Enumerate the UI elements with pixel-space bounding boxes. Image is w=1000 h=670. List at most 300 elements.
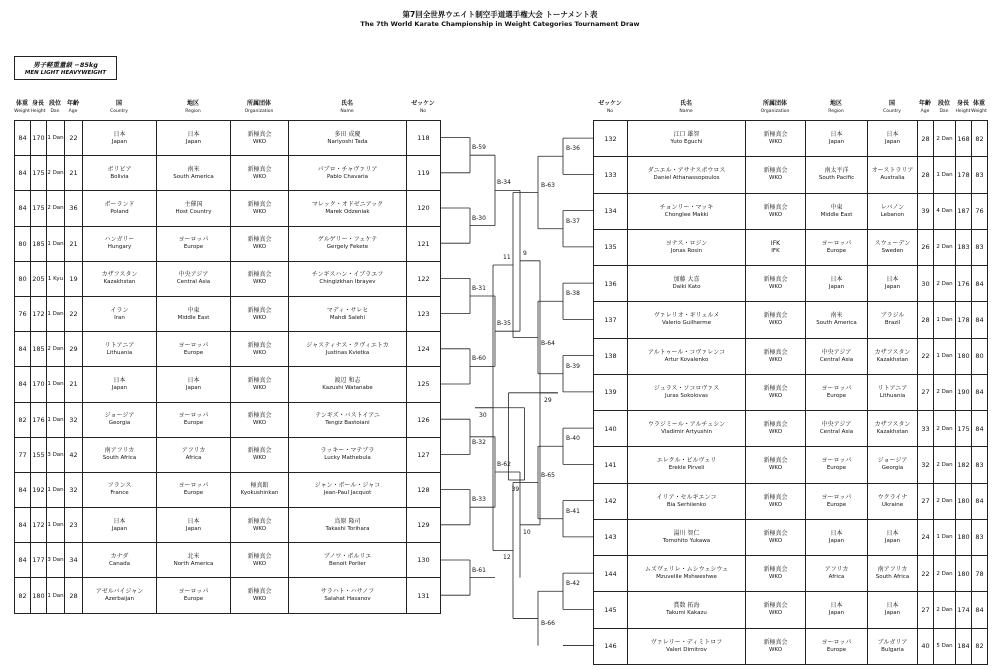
weight-value: 80 (18, 239, 27, 248)
organization-en: WKO (252, 279, 267, 286)
name-jp: ゲルゲリー・フェケテ (317, 236, 378, 244)
height-value: 192 (32, 485, 45, 494)
age-value: 21 (69, 380, 78, 389)
height-value: 187 (957, 207, 970, 216)
name-en: Artur Kovalenko (664, 356, 709, 363)
country-en: Canada (109, 560, 130, 567)
match-label: B-39 (566, 362, 580, 370)
organization-en: WKO (252, 349, 267, 356)
organization-jp: 新極真会 (247, 412, 272, 420)
name-jp: ブノワ・ポルリエ (323, 552, 372, 560)
match-label: B-62 (497, 461, 511, 468)
organization-en: WKO (768, 175, 783, 182)
country-jp: ジョージア (104, 412, 135, 420)
height-value: 180 (957, 497, 970, 506)
organization-jp: 新極真会 (763, 566, 788, 574)
organization-en: WKO (252, 138, 267, 145)
match-label: B-30 (472, 214, 486, 222)
header-dan-jp: 段位 (48, 100, 61, 107)
zekken-value: 130 (417, 556, 430, 565)
organization-jp: 新極真会 (763, 167, 788, 175)
country-jp: リトアニア (104, 341, 135, 349)
organization-en: WKO (252, 560, 267, 567)
dan-value: 2 Dan (47, 170, 64, 177)
name-en: Salahat Hasanov (324, 596, 371, 603)
header-organization-jp: 所属団体 (246, 100, 271, 107)
header-organization-jp: 所属団体 (762, 100, 787, 107)
name-jp: ジュラス・ソコロヴァス (653, 384, 720, 392)
region-jp: 日本 (187, 517, 200, 525)
header-name-jp: 氏名 (340, 100, 353, 107)
weight-value: 80 (18, 274, 27, 283)
zekken-value: 133 (604, 170, 617, 179)
name-jp: 湯川 智仁 (673, 529, 700, 537)
name-jp: 賞数 拓海 (673, 602, 700, 610)
name-jp: 鳥原 隆司 (334, 517, 361, 525)
match-label: B-33 (472, 496, 486, 504)
zekken-value: 143 (604, 533, 617, 542)
country-en: South Africa (875, 574, 910, 581)
region-en: Middle East (177, 314, 210, 321)
region-jp: ヨーロッパ (178, 236, 209, 244)
country-en: Japan (111, 384, 128, 391)
zekken-value: 124 (417, 345, 430, 354)
age-value: 32 (69, 415, 78, 424)
country-jp: スウェーデン (874, 239, 911, 247)
header-dan-jp: 段位 (937, 100, 950, 107)
name-en: Tomohito Yukawa (662, 537, 711, 544)
organization-jp: 新極真会 (247, 165, 272, 173)
category-japanese: 男子軽重量級 −85kg (33, 61, 98, 69)
weight-value: 84 (975, 279, 984, 288)
zekken-value: 142 (604, 497, 617, 506)
name-en: Yuto Eguchi (670, 139, 703, 146)
region-en: Central Asia (819, 356, 854, 363)
region-jp: 日本 (187, 130, 200, 138)
organization-jp: 新極真会 (763, 638, 788, 646)
name-jp: 加藤 大喜 (673, 276, 700, 284)
age-value: 29 (69, 345, 78, 354)
header-country-jp: 国 (115, 100, 122, 107)
country-jp: 日本 (113, 130, 126, 138)
height-value: 170 (32, 134, 45, 143)
header-dan-en: Dan (939, 109, 949, 114)
organization-en: WKO (768, 646, 783, 653)
dan-value: 1 Dan (47, 486, 64, 493)
category-english: MEN LIGHT HEAVYWEIGHT (24, 70, 107, 76)
organization-en: WKO (768, 465, 783, 472)
region-en: Europe (183, 349, 204, 356)
height-value: 174 (957, 605, 970, 614)
weight-value: 76 (18, 310, 27, 319)
dan-value: 2 Dan (936, 244, 953, 251)
height-value: 176 (32, 415, 45, 424)
name-jp: マレック・オドゼニアック (311, 200, 384, 208)
match-label: B-40 (566, 435, 580, 443)
organization-jp: 新極真会 (247, 341, 272, 349)
country-en: Japan (111, 138, 128, 145)
weight-value: 84 (975, 388, 984, 397)
country-jp: 日本 (886, 131, 899, 139)
weight-value: 78 (975, 569, 984, 578)
match-label: B-36 (566, 145, 580, 153)
name-en: Benoit Porlier (329, 560, 366, 567)
weight-value: 83 (975, 243, 984, 252)
header-zekken-en: No (419, 109, 427, 114)
country-jp: 南アフリカ (877, 566, 908, 574)
header-height-jp: 身長 (31, 100, 44, 107)
zekken-value: 145 (604, 605, 617, 614)
dan-value: 5 Dan (936, 643, 953, 650)
dan-value: 2 Dan (936, 570, 953, 577)
age-value: 39 (921, 207, 930, 216)
dan-value: 2 Dan (936, 135, 953, 142)
region-jp: ヨーロッパ (178, 341, 209, 349)
organization-en: WKO (252, 420, 267, 427)
zekken-value: 141 (604, 460, 617, 469)
organization-en: WKO (768, 356, 783, 363)
region-jp: 中央アジア (821, 348, 852, 356)
height-value: 182 (957, 460, 970, 469)
age-value: 19 (69, 274, 78, 283)
name-jp: ヴァレリー・ディミトロフ (650, 638, 723, 646)
name-jp: マディ・サレヒ (326, 306, 369, 314)
organization-jp: 新極真会 (247, 200, 272, 208)
organization-en: WKO (768, 139, 783, 146)
region-jp: ヨーロッパ (821, 457, 852, 465)
country-jp: イラン (110, 306, 129, 314)
region-en: Central Asia (176, 279, 211, 286)
name-jp: パブロ・チャヴァリア (317, 165, 378, 173)
header-weight-jp: 体重 (972, 100, 985, 107)
match-label: B-61 (472, 566, 486, 574)
height-value: 172 (32, 310, 45, 319)
dan-value: 2 Dan (47, 205, 64, 212)
organization-en: WKO (252, 244, 267, 251)
country-en: South Africa (102, 455, 137, 462)
zekken-value: 118 (417, 134, 430, 143)
age-value: 21 (69, 239, 78, 248)
name-en: Vladimir Artyushin (661, 429, 712, 436)
header-region-en: Region (185, 109, 201, 114)
weight-value: 84 (18, 134, 27, 143)
name-en: Valeri Dimitrov (666, 646, 707, 653)
dan-value: 3 Dan (47, 451, 64, 458)
dan-value: 1 Dan (936, 353, 953, 360)
name-jp: エレクル・ピルヴェリ (656, 457, 717, 465)
age-value: 26 (921, 243, 930, 252)
height-value: 190 (957, 388, 970, 397)
organization-jp: 新極真会 (763, 203, 788, 211)
header-zekken-en: No (606, 109, 614, 114)
country-en: Japan (884, 537, 901, 544)
height-value: 178 (957, 315, 970, 324)
region-en: Japan (185, 384, 202, 391)
region-jp: アフリカ (181, 447, 206, 455)
match-label: B-35 (497, 320, 511, 328)
organization-jp: 極真館 (250, 482, 269, 490)
organization-en: WKO (768, 537, 783, 544)
title-english: The 7th World Karate Championship in Weight Categories Tournament Draw (360, 20, 640, 28)
organization-en: WKO (252, 384, 267, 391)
dan-value: 2 Dan (936, 425, 953, 432)
country-en: Lebanon (880, 211, 905, 218)
match-label: B-64 (541, 339, 555, 347)
zekken-value: 146 (604, 642, 617, 651)
match-label: B-41 (566, 507, 580, 515)
age-value: 27 (921, 497, 930, 506)
dan-value: 1 Dan (47, 135, 64, 142)
zekken-value: 134 (604, 207, 617, 216)
header-height-en: Height (955, 109, 971, 114)
age-value: 22 (69, 310, 78, 319)
height-value: 176 (957, 279, 970, 288)
country-en: Lithuania (879, 392, 906, 399)
dan-value: 1 Dan (47, 522, 64, 529)
dan-value: 2 Dan (936, 606, 953, 613)
dan-value: 1 Dan (936, 534, 953, 541)
region-jp: 日本 (830, 602, 843, 610)
height-value: 184 (957, 642, 970, 651)
country-jp: カザフスタン (874, 421, 911, 429)
header-zekken-jp: ゼッケン (598, 100, 622, 107)
zekken-value: 122 (417, 274, 430, 283)
header-weight-en: Weight (971, 109, 987, 114)
age-value: 40 (921, 642, 930, 651)
header-zekken-jp: ゼッケン (411, 100, 435, 107)
region-jp: ヨーロッパ (821, 493, 852, 501)
name-jp: チョンリー・マッキ (659, 203, 714, 211)
organization-en: WKO (768, 610, 783, 617)
region-en: Japan (185, 138, 202, 145)
weight-value: 84 (18, 556, 27, 565)
country-en: Kazakhstan (103, 279, 136, 286)
country-en: Poland (110, 208, 129, 215)
country-jp: リトアニア (877, 384, 908, 392)
name-en: Chonglee Makki (664, 211, 709, 218)
dan-value: 1 Dan (936, 171, 953, 178)
dan-value: 1 Dan (47, 381, 64, 388)
name-en: Justinas Kvietka (325, 349, 370, 356)
zekken-value: 128 (417, 485, 430, 494)
match-label: B-31 (472, 285, 486, 292)
age-value: 23 (69, 521, 78, 530)
name-en: Tengiz Bastoiani (325, 420, 370, 427)
region-jp: ヨーロッパ (821, 384, 852, 392)
zekken-value: 136 (604, 279, 617, 288)
age-value: 42 (69, 450, 78, 459)
region-en: Africa (185, 455, 202, 462)
name-jp: イリア・セルギエンコ (656, 493, 717, 501)
country-en: Hungary (107, 244, 132, 251)
height-value: 178 (957, 170, 970, 179)
weight-value: 84 (975, 605, 984, 614)
height-value: 175 (957, 424, 970, 433)
country-jp: 日本 (886, 276, 899, 284)
dan-value: 1 Dan (47, 311, 64, 318)
height-value: 177 (32, 556, 45, 565)
round-label: 29 (544, 396, 552, 404)
match-label: B-63 (541, 181, 555, 189)
region-jp: アフリカ (824, 566, 849, 574)
region-en: Europe (826, 465, 847, 472)
weight-value: 84 (18, 485, 27, 494)
region-jp: ヨーロッパ (178, 588, 209, 596)
name-jp: 渡辺 和志 (334, 376, 361, 384)
organization-en: WKO (252, 173, 267, 180)
name-en: Valerio Guilherme (661, 320, 712, 327)
region-en: South Pacific (818, 175, 855, 182)
match-label: B-32 (472, 438, 486, 446)
organization-en: WKO (252, 525, 267, 532)
zekken-value: 129 (417, 521, 430, 530)
dan-value: 2 Dan (47, 346, 64, 353)
weight-value: 82 (975, 642, 984, 651)
dan-value: 2 Dan (936, 461, 953, 468)
organization-jp: 新極真会 (763, 457, 788, 465)
country-en: Japan (884, 139, 901, 146)
organization-jp: 新極真会 (247, 447, 272, 455)
country-jp: 日本 (886, 602, 899, 610)
weight-value: 84 (18, 345, 27, 354)
age-value: 22 (921, 569, 930, 578)
name-jp: ラッキー・マテブラ (320, 447, 375, 455)
dan-value: 4 Dan (936, 208, 953, 215)
name-en: Takumi Kakazu (666, 610, 707, 617)
match-label: B-34 (497, 179, 511, 187)
header-age-en: Age (68, 109, 78, 114)
region-en: Europe (183, 244, 204, 251)
region-en: Host Country (175, 208, 212, 215)
zekken-value: 139 (604, 388, 617, 397)
organization-jp: 新極真会 (763, 421, 788, 429)
age-value: 24 (921, 533, 930, 542)
country-jp: ジョージア (877, 457, 908, 465)
age-value: 22 (69, 134, 78, 143)
zekken-value: 126 (417, 415, 430, 424)
region-en: Europe (183, 596, 204, 603)
name-jp: ダニエル・アサナスポウロス (647, 167, 726, 175)
organization-en: WKO (768, 429, 783, 436)
organization-jp: 新極真会 (763, 276, 788, 284)
name-en: Juras Sokolovas (665, 392, 708, 399)
region-jp: ヨーロッパ (821, 239, 852, 247)
height-value: 175 (32, 204, 45, 213)
country-jp: ブルガリア (877, 638, 908, 646)
country-jp: カナダ (110, 552, 129, 560)
height-value: 205 (32, 274, 45, 283)
name-jp: ムズヴェリレ・ムシウェシウェ (644, 566, 729, 574)
height-value: 180 (32, 591, 45, 600)
country-en: Lithuania (106, 349, 133, 356)
header-dan-en: Dan (50, 109, 60, 114)
country-en: Azerbaijan (104, 596, 135, 603)
country-en: Bulgaria (881, 646, 904, 653)
header-region-jp: 地区 (186, 100, 199, 107)
country-en: Japan (111, 525, 128, 532)
region-en: South America (816, 320, 857, 327)
header-country-en: Country (110, 109, 128, 114)
header-region-en: Region (828, 109, 844, 114)
country-en: Bolivia (110, 173, 129, 180)
country-jp: アゼルバイジャン (95, 588, 144, 596)
name-jp: チンギスハン・イブラエフ (311, 271, 384, 279)
name-en: Nariyoshi Tada (327, 138, 368, 145)
country-jp: ウクライナ (877, 493, 908, 501)
age-value: 28 (921, 315, 930, 324)
organization-en: WKO (252, 455, 267, 462)
country-en: Iran (114, 314, 125, 321)
organization-jp: 新極真会 (763, 493, 788, 501)
country-en: Australia (880, 175, 905, 182)
height-value: 185 (32, 345, 45, 354)
name-en: Jonas Rosin (670, 247, 703, 254)
name-jp: ヨナス・ロジン (665, 239, 708, 247)
region-jp: 中央アジア (821, 421, 852, 429)
height-value: 170 (32, 380, 45, 389)
region-en: Japan (185, 525, 202, 532)
height-value: 183 (957, 243, 970, 252)
height-value: 180 (957, 533, 970, 542)
zekken-value: 131 (417, 591, 430, 600)
organization-jp: 新極真会 (247, 236, 272, 244)
header-organization-en: Organization (760, 109, 790, 114)
country-jp: 日本 (113, 517, 126, 525)
age-value: 32 (69, 485, 78, 494)
weight-value: 82 (975, 134, 984, 143)
height-value: 168 (957, 134, 970, 143)
zekken-value: 123 (417, 310, 430, 319)
organization-jp: 新極真会 (247, 376, 272, 384)
region-en: Japan (828, 610, 845, 617)
organization-en: Kyokushinkan (240, 490, 279, 497)
country-jp: カザフスタン (874, 348, 911, 356)
name-en: Pablo Chavaria (326, 173, 369, 180)
zekken-value: 137 (604, 315, 617, 324)
dan-value: 1 Dan (47, 240, 64, 247)
weight-value: 77 (18, 450, 27, 459)
region-en: Middle East (820, 211, 853, 218)
organization-en: WKO (768, 284, 783, 291)
region-jp: ヨーロッパ (821, 638, 852, 646)
height-value: 185 (32, 239, 45, 248)
country-en: Georgia (108, 420, 131, 427)
name-en: Daniel Athanassopoulos (653, 175, 720, 182)
height-value: 155 (32, 450, 45, 459)
name-en: Mzuvelile Mshweshwe (656, 574, 717, 581)
name-jp: サラハト・ハサノフ (320, 588, 375, 596)
region-jp: 中央アジア (178, 271, 209, 279)
organization-jp: 新極真会 (247, 517, 272, 525)
region-jp: 日本 (830, 276, 843, 284)
organization-en: IFK (771, 247, 780, 254)
country-jp: 南アフリカ (104, 447, 135, 455)
organization-jp: 新極真会 (763, 602, 788, 610)
organization-en: WKO (768, 501, 783, 508)
country-en: Sweden (881, 247, 904, 254)
zekken-value: 140 (604, 424, 617, 433)
zekken-value: 120 (417, 204, 430, 213)
header-name-en: Name (679, 109, 693, 114)
country-jp: ブラジル (880, 312, 905, 320)
region-en: Europe (826, 501, 847, 508)
country-en: Kazakhstan (876, 429, 909, 436)
match-label: B-42 (566, 580, 580, 588)
organization-en: WKO (252, 314, 267, 321)
name-en: Jean-Paul Jacquot (323, 490, 372, 497)
region-en: Central Asia (819, 429, 854, 436)
name-en: Marek Odzeniak (325, 208, 370, 215)
